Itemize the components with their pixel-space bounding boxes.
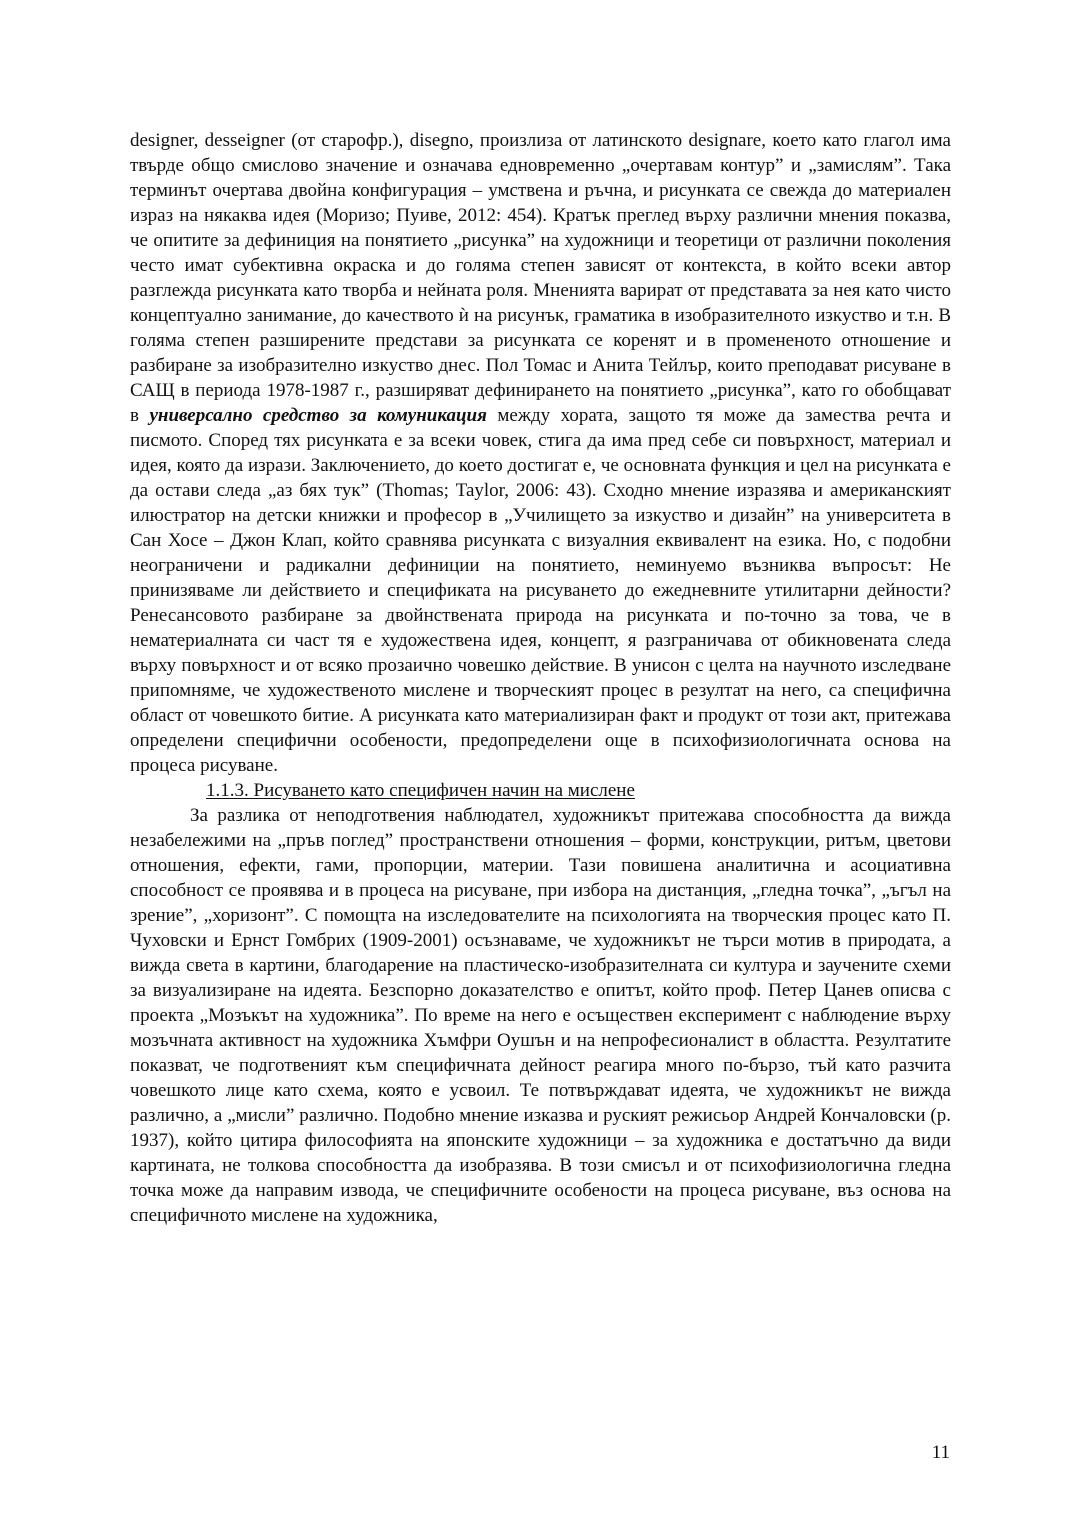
emphasis-universal-communication: универсално средство за комуникация [149, 405, 487, 426]
paragraph-artist-perception: За разлика от неподготвения наблюдател, художникът притежава способността да вижда незабележими на „пръв поглед” пространствени отношения – форми, конструкции, ритъм, цветови отношения, ефекти, гами, пропорции, материи. Тази повишена аналитична и асоциативна способност се проявява и в процеса на рисуване, при избора на дистанция, „гледна точка”, „ъгъл на зрение”, „хоризонт”. С помощта на изследователите на психологията на творческия процес като П. Чуховски и Ернст Гомбрих (1909-2001) осъзнаваме, че художникът не търси мотив в природата, а вижда света в картини, благодарение на пластическо-изобразителната си култура и заучените схеми за визуализиране на идеята. Безспорно доказателство е опитът, който проф. Петер Цанев описва с проекта „Мозъкът на художника”. По време на него е осъществен експеримент с наблюдение върху мозъчната активност на художника Хъмфри Оушън и на непрофесионалист в областта. Резултатите показват, че подготвеният към специфичната дейност реагира много по-бързо, тъй като разчита човешкото лице като схема, която е усвоил. Те потвърждават идеята, че художникът не вижда различно, а „мисли” различно. Подобно мнение изказва и руският режисьор Андрей Кончаловски (р. 1937), който цитира философията на японските художници – за художника е достатъчно да види картината, не толкова способността да изобразява. В този смисъл и от психофизиологична гледна точка може да направим извода, че специфичните особености на процеса рисуване, въз основа на специфичното мислене на художника, [130, 805, 951, 1226]
paragraph-1-text-b: между хората, защото тя може да замества речта и писмото. Според тях рисунката е за всеки човек, стига да има пред себе си повърхност, материал и идея, която да изрази. Заключението, до което достигат е, че основната функция и цел на рисунката е да остави следа „аз бях тук” (Thomas; Taylor, 2006: 43). Сходно мнение изразява и американският илюстратор на детски книжки и професор в „Училището за изкуство и дизайн” на университета в Сан Хосе – Джон Клап, който сравнява рисунката с визуалния еквивалент на езика. Но, с подобни неограничени и радикални дефиниции на понятието, неминуемо възниква въпросът: Не принизяваме ли действието и спецификата на рисуването до ежедневните утилитарни дейности? Ренесансовото разбиране за двойнствената природа на рисунката и по-точно за това, че в нематериалната си част тя е художествена идея, концепт, я разграничава от обикновената следа върху повърхност и от всяко прозаично човешко действие. В унисон с целта на научното изследване припомняме, че художественото мислене и творческият процес в резултат на него, са специфична област от човешкото битие. А рисунката като материализиран факт и продукт от този акт, притежава определени специфични особености, предопределени още в психофизиологичната основа на процеса рисуване. [130, 405, 951, 776]
page-text-block [130, 128, 951, 1228]
page-number: 11 [931, 1442, 950, 1463]
paragraph-1-text-a: designer, desseigner (от старофр.), disegno, произлиза от латинското designare, което като глагол има твърде общо смислово значение и означава едновременно „очертавам контур” и „замислям”. Така терминът очертава двойна конфигурация – умствена и ръчна, и рисунката се свежда до материален израз на някаква идея (Моризо; Пуиве, 2012: 454). Кратък преглед върху различни мнения показва, че опитите за дефиниция на понятието „рисунка” на художници и теоретици от различни поколения често имат субективна окраска и до голяма степен зависят от контекста, в който всеки автор разглежда рисунката като творба и нейната роля. Мненията варират от представата за нея като чисто концептуално занимание, до качеството ѝ на рисунък, граматика в изобразителното изкуство и т.н. В голяма степен разширените представи за рисунката се коренят и в промененото отношение и разбиране за изобразително изкуство днес. Пол Томас и Анита Тейлър, които преподават рисуване в САЩ в периода 1978-1987 г., разширяват дефинирането на понятието „рисунка”, като го обобщават в [130, 130, 951, 426]
section-heading: 1.1.3. Рисуването като специфичен начин на мислене [206, 780, 635, 801]
paragraph-definitions [130, 128, 951, 778]
